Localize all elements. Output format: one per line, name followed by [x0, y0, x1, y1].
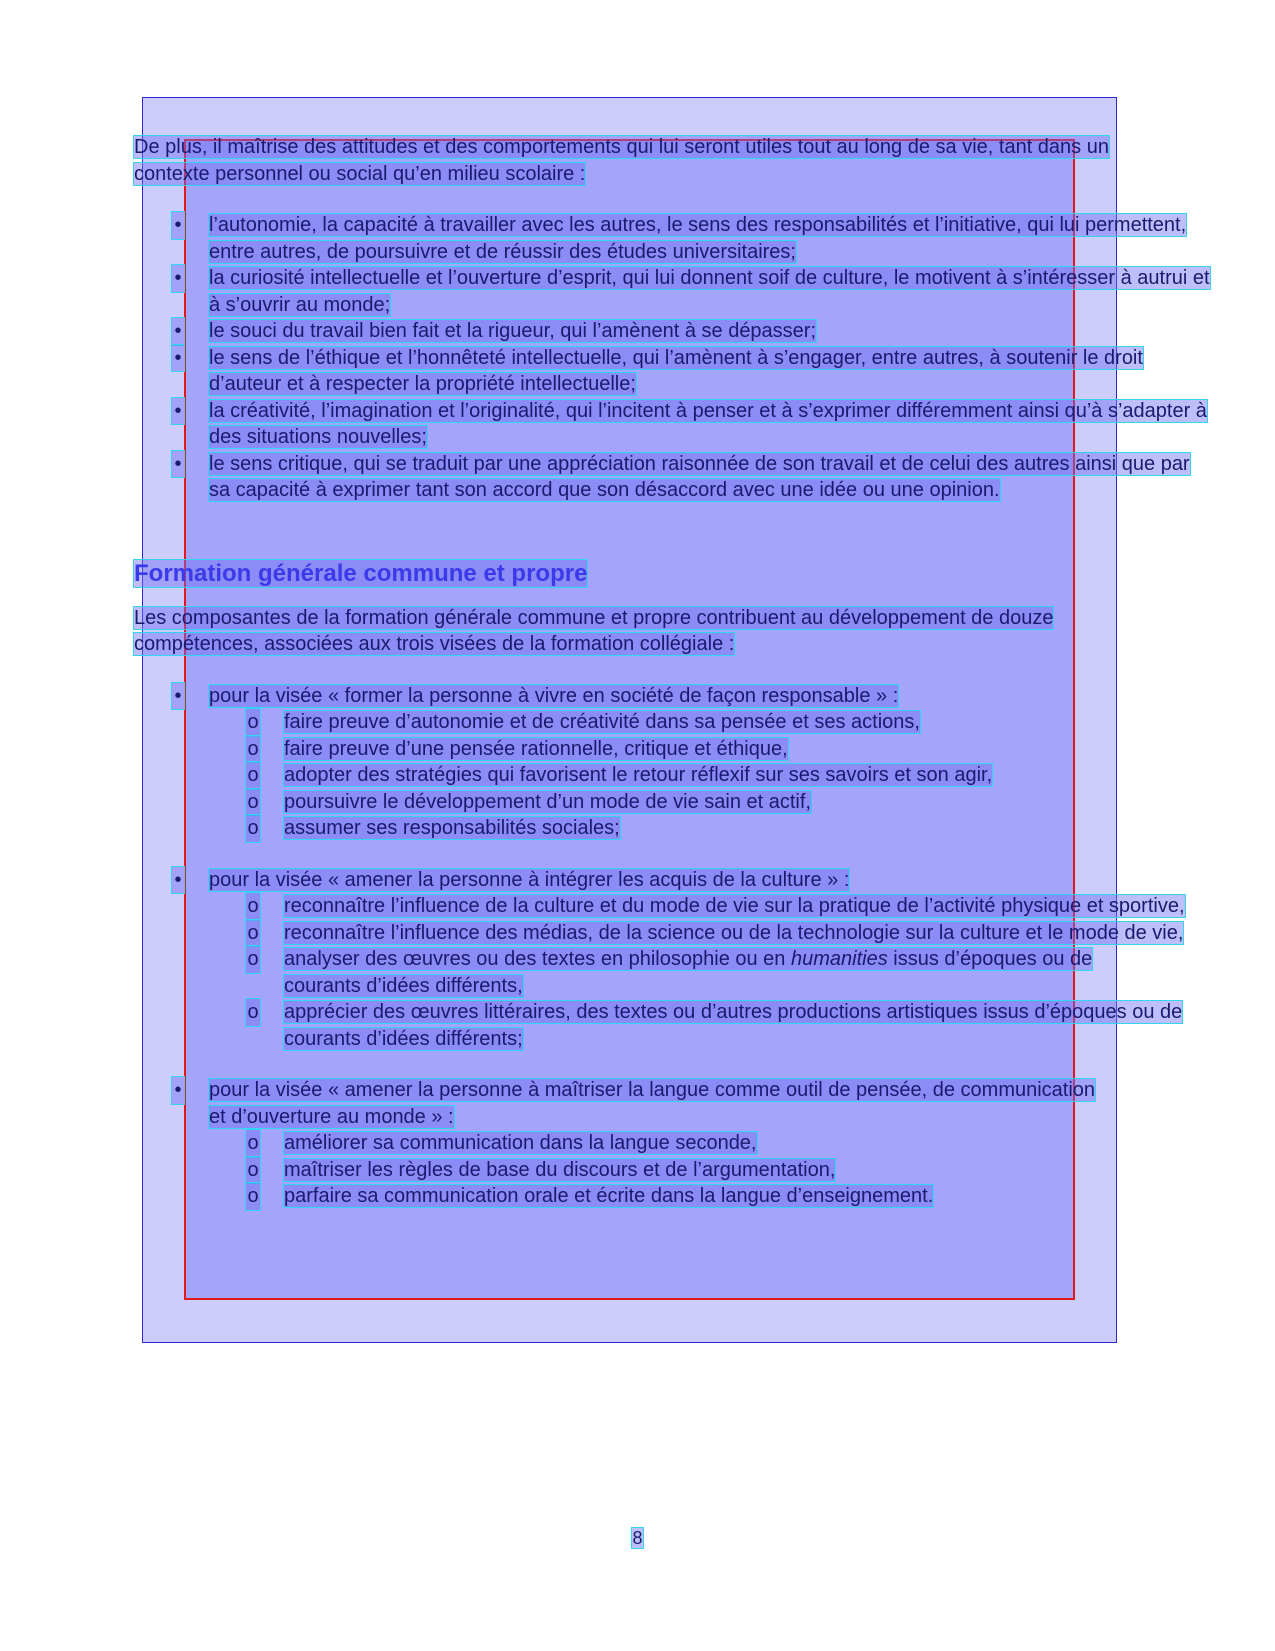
visee-item: • pour la visée « former la personne à vivre en société de façon responsable » : o faire preuve d’autonomie et de créativité dans sa pensée et ses actions, o faire preuve d’une pensée rationnelle, critique et éthique, o adopter des stratégies qui favorisent le retour réflexif sur ses savoirs et son agir, o poursuivre le développement d’un mode de vie sain et actif, o assumer ses responsabilités sociales;	[134, 683, 1214, 842]
competence-list	[134, 709, 1214, 842]
intro-paragraph	[134, 134, 1124, 187]
attitudes-list	[134, 212, 1210, 504]
bullet-marker: •	[172, 867, 184, 894]
list-item: • le sens critique, qui se traduit par une appréciation raisonnée de son travail et de celui des autres ainsi que par sa capacité à exprimer tant son accord que son désaccord avec une idée ou une opinion.	[134, 451, 1214, 504]
competence-item: o faire preuve d’une pensée rationnelle, critique et éthique,	[134, 736, 1275, 763]
bullet-marker: •	[172, 451, 184, 478]
bullet-marker: •	[172, 212, 184, 239]
list-item: • le sens de l’éthique et l’honnêteté intellectuelle, qui l’amènent à s’engager, entre autres, à soutenir le droit d’auteur et à respecter la propriété intellectuelle;	[134, 345, 1214, 398]
bullet-marker: •	[172, 683, 184, 710]
sub-marker: o	[246, 999, 260, 1026]
list-item: • le souci du travail bien fait et la rigueur, qui l’amènent à se dépasser;	[134, 318, 1214, 345]
bullet-marker: •	[172, 398, 184, 425]
competence-item: o apprécier des œuvres littéraires, des textes ou d’autres productions artistiques issus d’époques ou de courants d’idées différents;	[247, 1001, 1183, 1050]
section-intro-paragraph: Les composantes de la formation générale commune et propre contribuent au développement de douze compétences, associées aux trois visées de la formation collégiale :	[134, 606, 1054, 655]
visee-item: • pour la visée « amener la personne à intégrer les acquis de la culture » : o reconnaître l’influence de la culture et du mode de vie sur la pratique de l’activité physique et sportive, o reconnaître l’influence des médias, de la science ou de la technologie sur la culture et le mode de vie, o analyser des œuvres ou des textes en philosophie ou en humanities issus d’époques ou de courants d’idées différents, o apprécier des œuvres littéraires, des textes ou d’autres productions artistiques issus d’époques ou de courants d’idées différents;	[134, 867, 1214, 1053]
list-item: • l’autonomie, la capacité à travailler avec les autres, le sens des responsabilités et l’initiative, qui lui permettent, entre autres, de poursuivre et de réussir des études universitaires;	[134, 212, 1214, 265]
page-number: 8	[632, 1528, 643, 1548]
visee-item: • pour la visée « amener la personne à maîtriser la langue comme outil de pensée, de communication et d’ouverture au monde » : o améliorer sa communication dans la langue seconde, o maîtriser les règles de base du discours et de l’argumentation, o parfaire sa communication orale et écrite dans la langue d’enseignement.	[134, 1077, 1114, 1210]
page-content	[134, 134, 1210, 1210]
competence-item: o reconnaître l’influence des médias, de la science ou de la technologie sur la culture et le mode de vie,	[134, 920, 1254, 947]
competence-list	[134, 1130, 1114, 1210]
bullet-marker: •	[172, 345, 184, 372]
bullet-marker: •	[172, 318, 184, 345]
competence-item: o faire preuve d’autonomie et de créativité dans sa pensée et ses actions,	[134, 709, 1275, 736]
competence-item: o poursuivre le développement d’un mode de vie sain et actif,	[134, 789, 1275, 816]
sub-marker: o	[246, 736, 260, 763]
bullet-marker: •	[172, 1077, 184, 1104]
competence-list	[134, 893, 1214, 1052]
visee-3-list	[134, 1077, 1134, 1210]
competence-item: o analyser des œuvres ou des textes en philosophie ou en humanities issus d’époques ou de courants d’idées différents,	[247, 948, 1093, 997]
list-item: • la curiosité intellectuelle et l’ouverture d’esprit, qui lui donnent soif de culture, le motivent à s’intéresser à autrui et à s’ouvrir au monde;	[134, 265, 1214, 318]
list-item: • la créativité, l’imagination et l’originalité, qui l’incitent à penser et à s’exprimer différemment ainsi qu’à s’adapter à des situations nouvelles;	[134, 398, 1214, 451]
sub-marker: o	[246, 946, 260, 973]
section-heading: Formation générale commune et propre	[134, 559, 588, 587]
sub-marker: o	[246, 815, 260, 842]
competence-item: o maîtriser les règles de base du discours et de l’argumentation,	[134, 1157, 1275, 1184]
sub-marker: o	[246, 1130, 260, 1157]
sub-marker: o	[246, 789, 260, 816]
sub-marker: o	[246, 1183, 260, 1210]
competence-item: o assumer ses responsabilités sociales;	[134, 815, 1275, 842]
sub-marker: o	[246, 762, 260, 789]
competence-item: o améliorer sa communication dans la langue seconde,	[134, 1130, 1275, 1157]
sub-marker: o	[246, 709, 260, 736]
visee-1-list	[134, 683, 1134, 842]
sub-marker: o	[246, 920, 260, 947]
competence-item: o parfaire sa communication orale et écrite dans la langue d’enseignement.	[134, 1183, 1275, 1210]
intro-text: De plus, il maîtrise des attitudes et des comportements qui lui seront utiles tout au long de sa vie, tant dans un contexte personnel ou social qu’en milieu scolaire :	[134, 136, 1109, 185]
competence-item: o adopter des stratégies qui favorisent le retour réflexif sur ses savoirs et son agir,	[134, 762, 1275, 789]
competence-item: o reconnaître l’influence de la culture et du mode de vie sur la pratique de l’activité physique et sportive,	[134, 893, 1229, 920]
sub-marker: o	[246, 893, 260, 920]
sub-marker: o	[246, 1157, 260, 1184]
bullet-marker: •	[172, 265, 184, 292]
visee-2-list	[134, 867, 1185, 1053]
